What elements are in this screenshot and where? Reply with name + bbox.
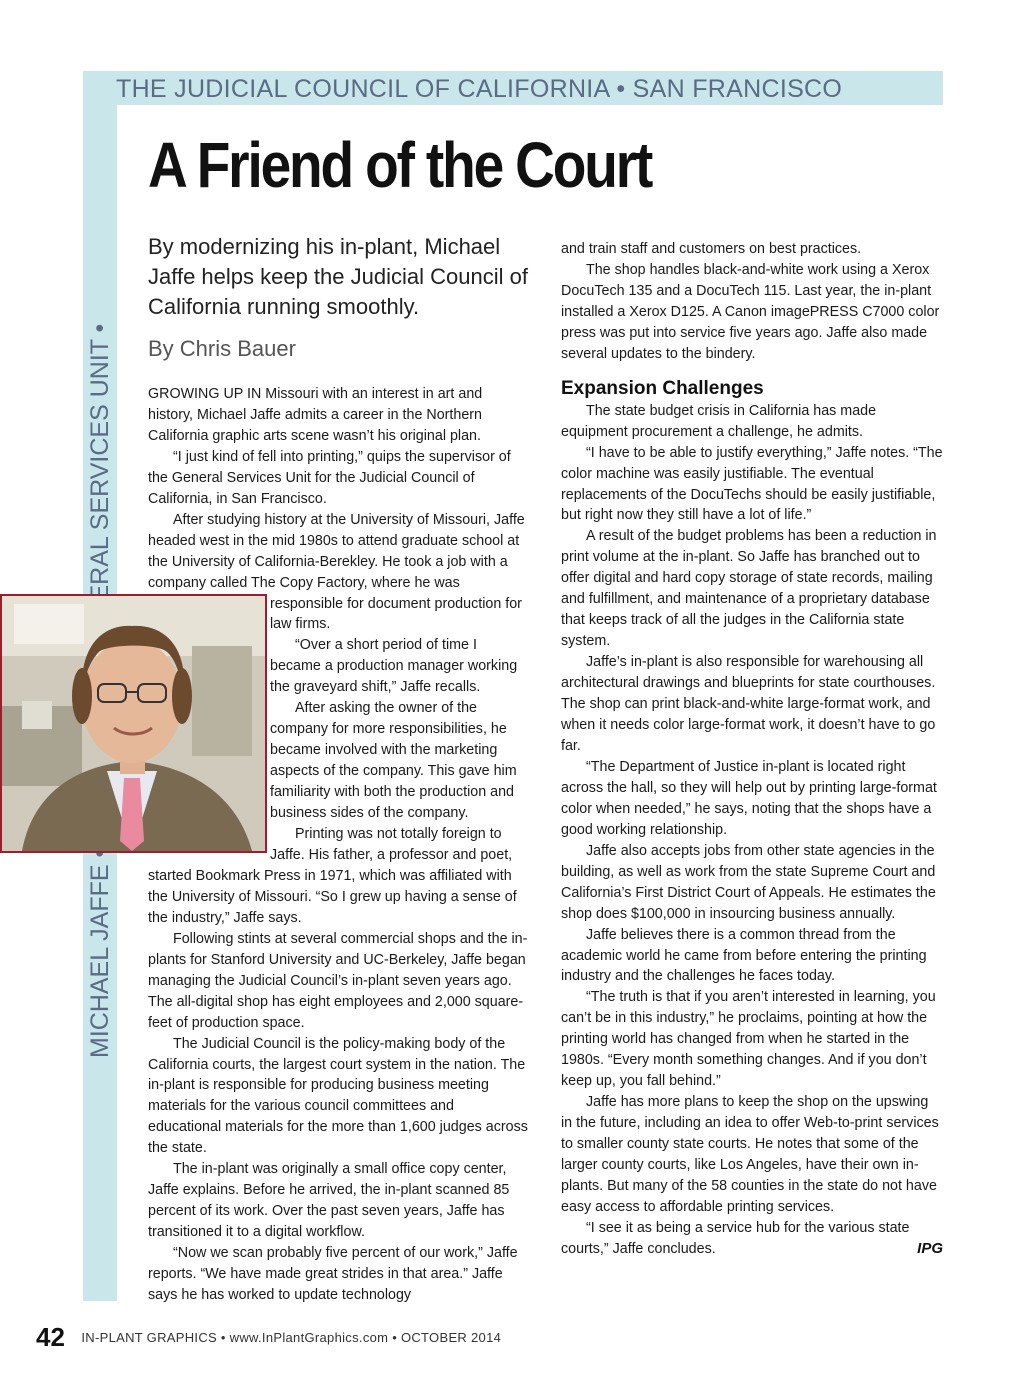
paragraph: “The truth is that if you aren’t interested in learning, you can’t be in this industry,” he proclaims, pointing at how the printing world has changed from when he started in the 1980s. “Every month something changes. And if you don’t keep up, you fall behind.” xyxy=(561,989,936,1090)
paragraph: Following stints at several commercial shops and the in-plants for Stanford University and UC-Berkeley, Jaffe began managing the Judicial Council’s in-plant seven years ago. The all-digital shop has eight employees and 2,000 square-feet of production space. xyxy=(148,930,528,1031)
subhead: Expansion Challenges xyxy=(561,377,764,399)
paragraph: After studying history at the University of Missouri, Jaffe headed west in the mid 1980s to attend graduate school at the University of California-Berekley. He took a job with a company called The Copy Factory, where he was responsible for document production for law firms. xyxy=(148,511,525,633)
paragraph: After asking the owner of the company for more responsibilities, he became involved with the marketing aspects of the company. This gave him familiarity with both the production and business sides of the company. xyxy=(270,700,517,822)
paragraph: The shop handles black-and-white work using a Xerox DocuTech 135 and a DocuTech 115. Last year, the in-plant installed a Xerox D125. A Canon imagePRESS C7000 color press was put into service five years ago. Jaffe also made several updates to the bindery. xyxy=(561,261,940,362)
paragraph: A result of the budget problems has been a reduction in print volume at the in-plant. So Jaffe has branched out to offer digital and hard copy storage of state records, mailing and fulfillment, and maintenance of a proprietary database that keeps track of all the judges in the California state system. xyxy=(561,528,937,650)
paragraph: The in-plant was originally a small office copy center, Jaffe explains. Before he arrived, the in-plant scanned 85 percent of its work. Over the past seven years, Jaffe has transitioned it to a digital workflow. xyxy=(148,1161,510,1241)
paragraph: Jaffe has more plans to keep the shop on the upswing in the future, including an idea to offer Web-to-print services to smaller county state courts. He notes that some of the larger county courts, like Los Angeles, have their own in-plants. But many of the 58 counties in the state do not have easy access to affordable printing services. xyxy=(561,1094,939,1215)
article-byline: By Chris Bauer xyxy=(148,336,296,361)
paragraph: GROWING UP IN Missouri with an interest in art and history, Michael Jaffe admits a career in the Northern California graphic arts scene wasn’t his original plan. xyxy=(148,386,483,444)
footer-text: IN-PLANT GRAPHICS • www.InPlantGraphics.com • OCTOBER 2014 xyxy=(81,1330,502,1345)
paragraph: Jaffe believes there is a common thread from the academic world he came from before entering the printing industry and the challenges he faces today. xyxy=(561,926,927,985)
portrait-photo xyxy=(0,594,270,857)
article-column-left xyxy=(148,384,528,1306)
paragraph: Jaffe’s in-plant is also responsible for warehousing all architectural drawings and blueprints for state courthouses. The shop can print black-and-white large-format work, and when it needs color large-format work, it doesn’t have to go far. xyxy=(561,654,936,754)
article-deck: By modernizing his in-plant, Michael Jaffe helps keep the Judicial Council of California running smoothly. xyxy=(148,234,528,319)
paragraph: “I have to be able to justify everything,” Jaffe notes. “The color machine was easily justifiable. The eventual replacements of the DocuTechs should be easily justifiable, but right now they still have a lot of life.” xyxy=(561,444,943,524)
paragraph: The Judicial Council is the policy-making body of the California courts, the largest court system in the nation. The in-plant is responsible for producing business meeting materials for the various council committees and educational materials for the more than 1,600 judges across the state. xyxy=(148,1035,528,1157)
paragraph: Printing was not totally foreign to Jaffe. His father, a professor and poet, started Bookmark Press in 1971, which was affiliated with the University of Missouri. “So I grew up having a sense of the industry,” Jaffe says. xyxy=(148,826,517,926)
paragraph: The state budget crisis in California has made equipment procurement a challenge, he admits. xyxy=(561,402,877,440)
article-column-right xyxy=(561,239,943,1260)
article-title: A Friend of the Court xyxy=(148,129,652,201)
paragraph: “The Department of Justice in-plant is located right across the hall, so they will help out by printing large-format color when needed,” he says, noting that the shops have a good working relationship. xyxy=(561,758,937,838)
paragraph-last-text: “I see it as being a service hub for the various state courts,” Jaffe concludes. xyxy=(561,1219,910,1257)
portrait-image xyxy=(2,596,265,851)
page-footer xyxy=(36,1322,501,1353)
paragraph-last xyxy=(561,1218,943,1260)
page-number: 42 xyxy=(36,1322,65,1352)
paragraph: “Over a short period of time I became a production manager working the graveyard shift,” Jaffe recalls. xyxy=(270,637,518,696)
paragraph: “Now we scan probably five percent of our work,” Jaffe reports. “We have made great strides in that area.” Jaffe says he has worked to update technology xyxy=(148,1245,518,1303)
paragraph: and train staff and customers on best practices. xyxy=(561,241,862,257)
signoff: IPG xyxy=(917,1239,943,1257)
header-band-text: THE JUDICIAL COUNCIL OF CALIFORNIA • SAN FRANCISCO xyxy=(116,75,843,103)
paragraph: “I just kind of fell into printing,” quips the supervisor of the General Services Unit for the Judicial Council of California, in San Francisco. xyxy=(148,448,511,507)
paragraph: Jaffe also accepts jobs from other state agencies in the building, as well as work from the state Supreme Court and California’s First District Court of Appeals. He estimates the shop does $100,000 in insourcing business annually. xyxy=(561,842,936,922)
